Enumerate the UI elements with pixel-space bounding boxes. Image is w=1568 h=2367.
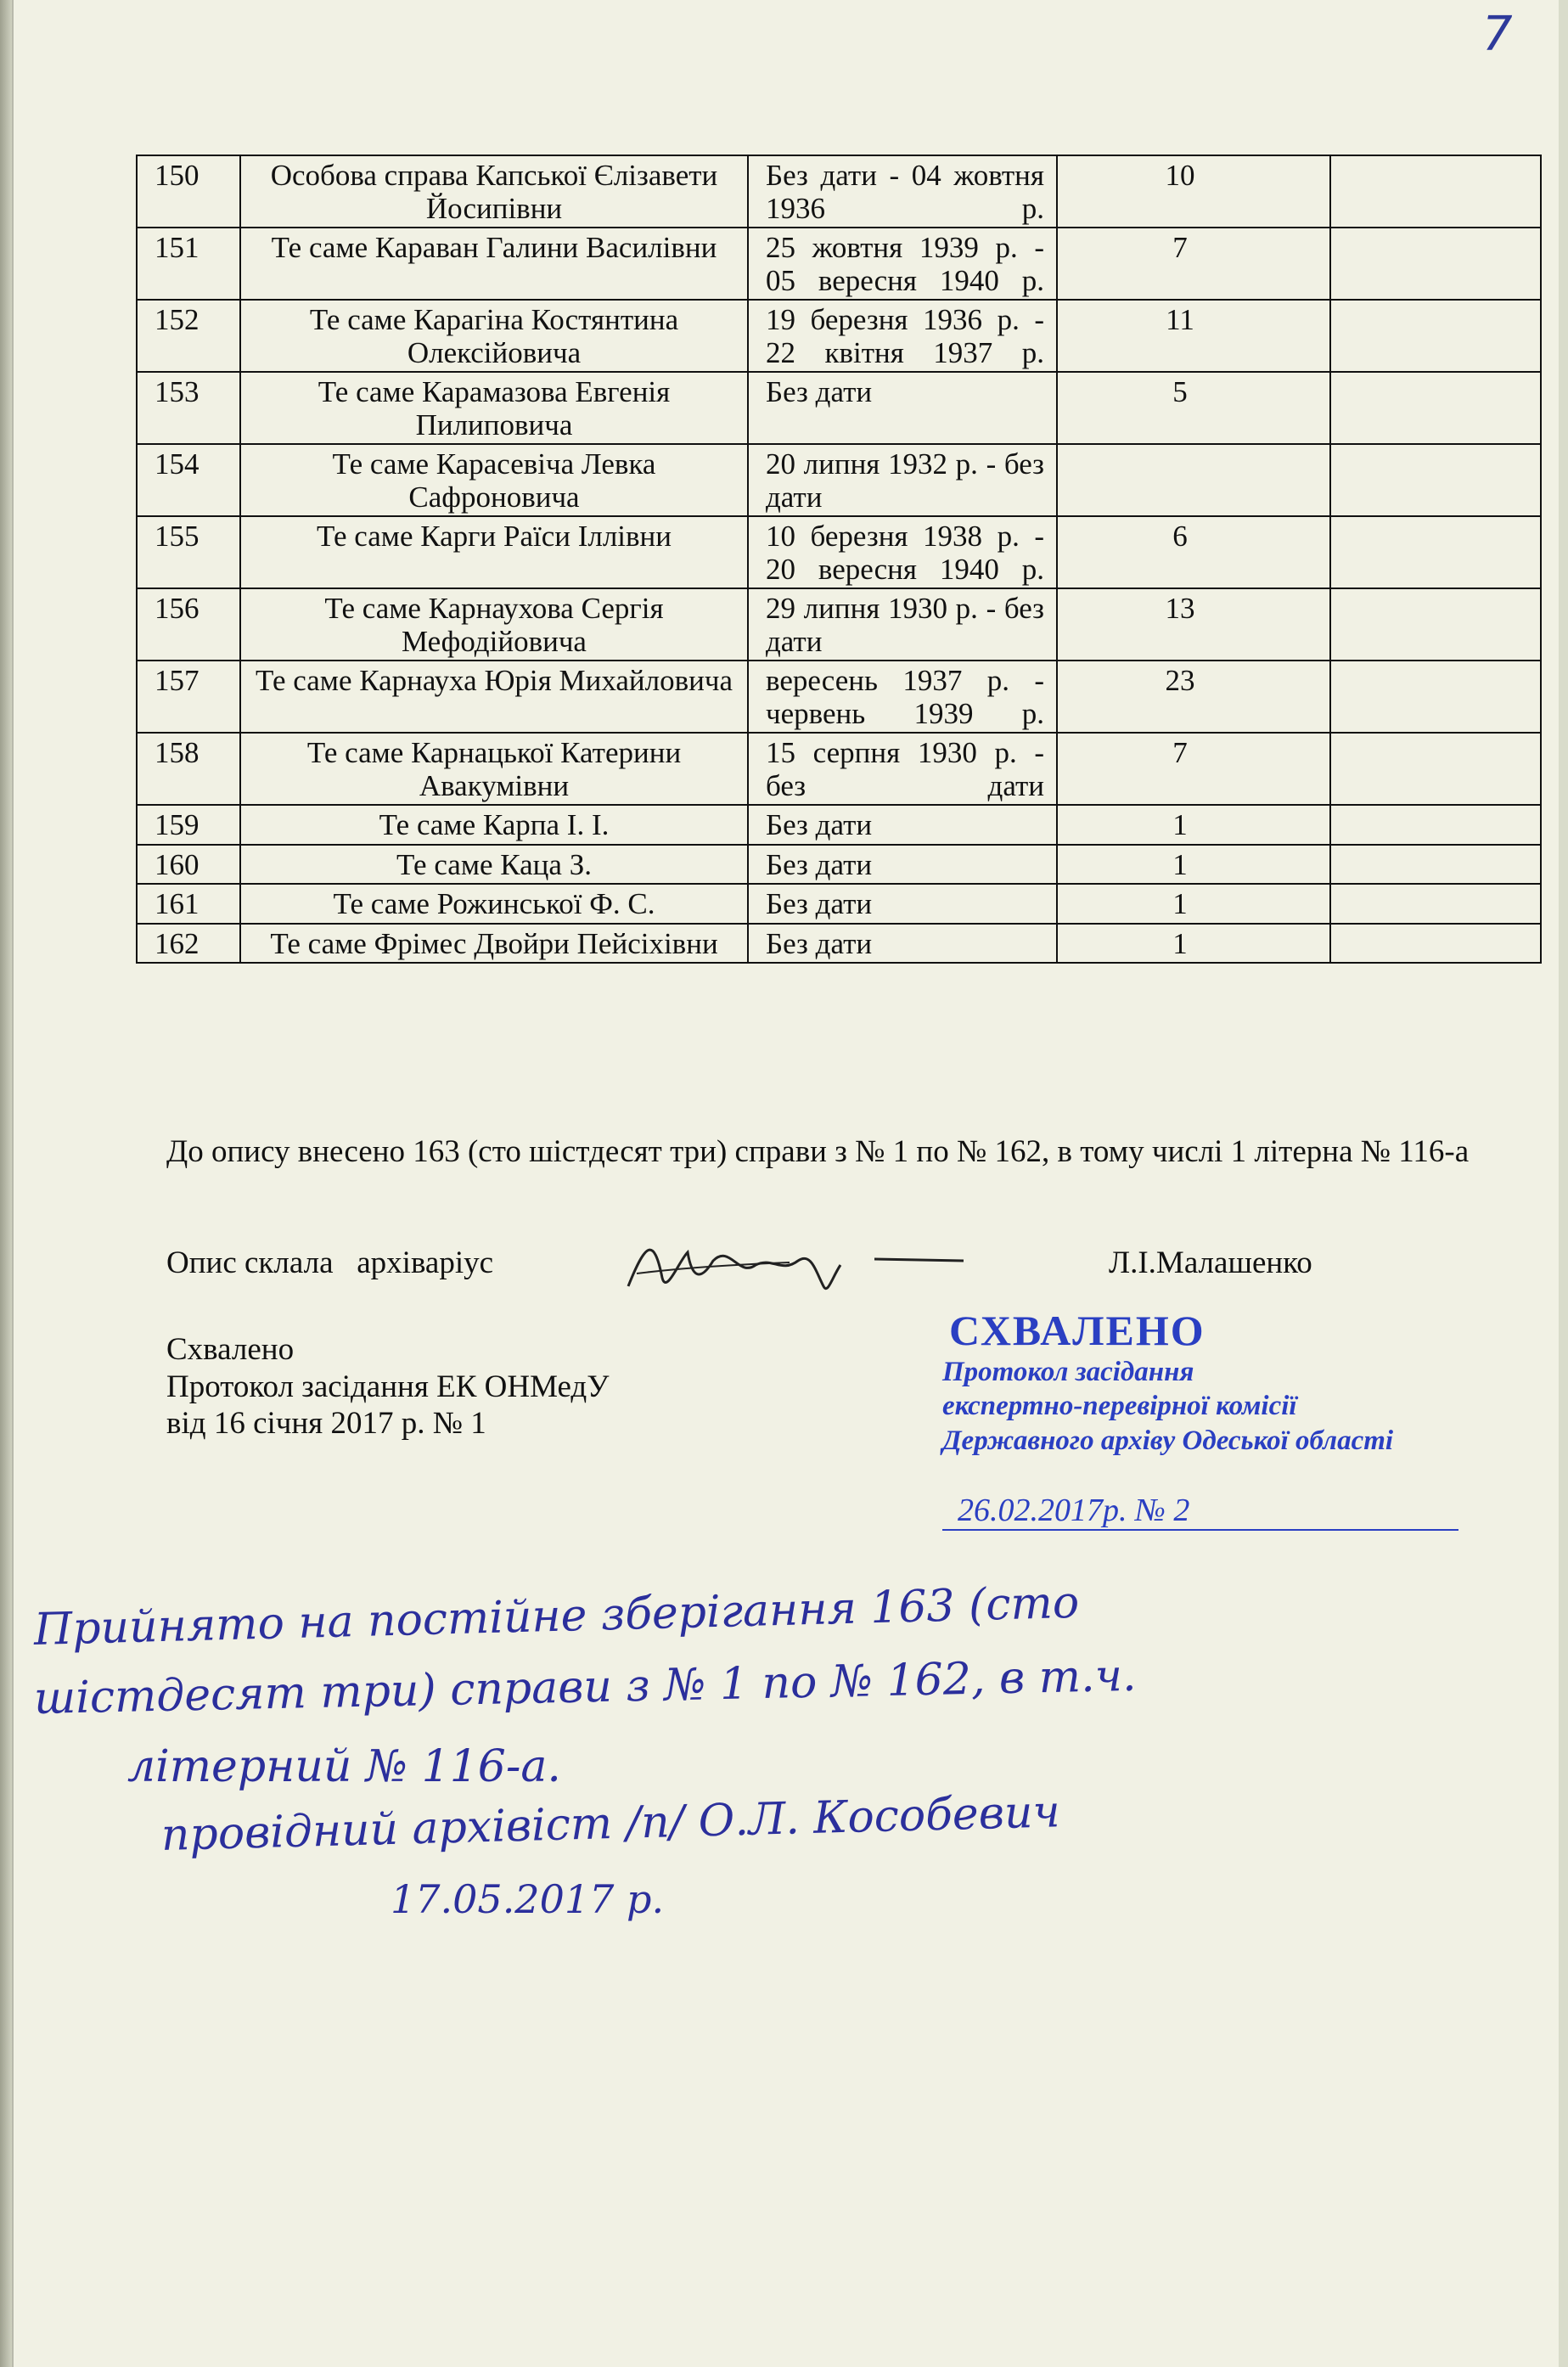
handwritten-note xyxy=(33,1577,1528,1931)
row-sheets: 6 xyxy=(1057,516,1330,588)
table-row xyxy=(137,805,1541,845)
row-sheets: 7 xyxy=(1057,733,1330,805)
approved-left-line1: Схвалено xyxy=(166,1332,295,1367)
row-title: Те саме Карамазова Евгенія Пилиповича xyxy=(240,372,748,444)
table-row xyxy=(137,372,1541,444)
row-dates: вересень 1937 р. - червень 1939 р. xyxy=(748,661,1057,733)
stamp-line3: Державного архіву Одеської області xyxy=(942,1425,1394,1456)
row-sheets: 13 xyxy=(1057,588,1330,661)
row-dates: 10 березня 1938 р. - 20 вересня 1940 р. xyxy=(748,516,1057,588)
page-number: 7 xyxy=(1482,7,1513,62)
row-title: Те саме Каца З. xyxy=(240,845,748,885)
row-note xyxy=(1330,661,1541,733)
row-dates: Без дати xyxy=(748,924,1057,964)
row-title: Те саме Фрімес Двойри Пейсіхівни xyxy=(240,924,748,964)
row-number: 162 xyxy=(137,924,240,964)
row-dates: 29 липня 1930 р. - без дати xyxy=(748,588,1057,661)
row-note xyxy=(1330,884,1541,924)
handwritten-line5: 17.05.2017 р. xyxy=(391,1876,665,1923)
row-number: 151 xyxy=(137,228,240,300)
row-dates: 19 березня 1936 р. - 22 квітня 1937 р. xyxy=(748,300,1057,372)
row-note xyxy=(1330,516,1541,588)
row-sheets: 1 xyxy=(1057,924,1330,964)
table-row xyxy=(137,845,1541,885)
row-title: Те саме Карги Раїси Іллівни xyxy=(240,516,748,588)
inventory-table-body xyxy=(137,155,1541,963)
handwritten-line1: Прийнято на постійне зберігання 163 (сто xyxy=(33,1577,1080,1656)
approval-stamp xyxy=(942,1306,1469,1531)
row-dates: 15 серпня 1930 р. - без дати xyxy=(748,733,1057,805)
row-title: Те саме Карнацької Катерини Авакумівни xyxy=(240,733,748,805)
row-note xyxy=(1330,805,1541,845)
row-title: Те саме Карпа І. І. xyxy=(240,805,748,845)
row-dates: Без дати - 04 жовтня 1936 р. xyxy=(748,155,1057,228)
row-sheets: 1 xyxy=(1057,805,1330,845)
row-number: 160 xyxy=(137,845,240,885)
table-row xyxy=(137,661,1541,733)
row-number: 157 xyxy=(137,661,240,733)
stamp-line1: Протокол засідання xyxy=(942,1357,1194,1387)
archivist-signature xyxy=(620,1227,976,1303)
compiled-by-name: Л.І.Малашенко xyxy=(1109,1245,1312,1280)
row-number: 154 xyxy=(137,444,240,516)
stamp-title: СХВАЛЕНО xyxy=(949,1307,1206,1354)
table-row xyxy=(137,924,1541,964)
row-note xyxy=(1330,300,1541,372)
row-number: 153 xyxy=(137,372,240,444)
row-title: Те саме Караван Галини Василівни xyxy=(240,228,748,300)
row-number: 161 xyxy=(137,884,240,924)
row-title: Те саме Рожинської Ф. С. xyxy=(240,884,748,924)
table-row xyxy=(137,300,1541,372)
handwritten-line3: літерний № 116-а. xyxy=(127,1741,561,1793)
row-sheets: 23 xyxy=(1057,661,1330,733)
row-dates: Без дати xyxy=(748,805,1057,845)
row-number: 156 xyxy=(137,588,240,661)
compiled-by-label: Опис склала архіваріус xyxy=(166,1245,494,1280)
row-number: 158 xyxy=(137,733,240,805)
closing-statement: До опису внесено 163 (сто шістдесят три) справи з № 1 по № 162, в тому числі 1 літерна № 116-а xyxy=(166,1134,1470,1169)
stamp-date: 26.02.2017р. № 2 xyxy=(942,1492,1458,1531)
row-note xyxy=(1330,228,1541,300)
row-title: Те саме Карнаухова Сергія Мефодійовича xyxy=(240,588,748,661)
row-note xyxy=(1330,155,1541,228)
row-dates: Без дати xyxy=(748,372,1057,444)
row-note xyxy=(1330,924,1541,964)
row-sheets: 5 xyxy=(1057,372,1330,444)
row-note xyxy=(1330,733,1541,805)
table-row xyxy=(137,733,1541,805)
table-row xyxy=(137,884,1541,924)
inventory-table xyxy=(136,155,1542,964)
row-number: 150 xyxy=(137,155,240,228)
approved-left-block xyxy=(166,1331,609,1442)
row-note xyxy=(1330,845,1541,885)
row-note xyxy=(1330,444,1541,516)
row-note xyxy=(1330,372,1541,444)
table-row xyxy=(137,516,1541,588)
table-row xyxy=(137,444,1541,516)
row-sheets xyxy=(1057,444,1330,516)
row-number: 152 xyxy=(137,300,240,372)
handwritten-line4: провідний архівіст /п/ О.Л. Кособевич xyxy=(160,1786,1061,1861)
row-dates: 25 жовтня 1939 р. - 05 вересня 1940 р. xyxy=(748,228,1057,300)
row-note xyxy=(1330,588,1541,661)
row-title: Те саме Карнауха Юрія Михайловича xyxy=(240,661,748,733)
row-title: Особова справа Капської Єлізавети Йосипівни xyxy=(240,155,748,228)
handwritten-line2: шістдесят три) справи з № 1 по № 162, в т.ч. xyxy=(33,1650,1137,1724)
row-sheets: 7 xyxy=(1057,228,1330,300)
row-dates: 20 липня 1932 р. - без дати xyxy=(748,444,1057,516)
row-sheets: 10 xyxy=(1057,155,1330,228)
row-dates: Без дати xyxy=(748,845,1057,885)
row-dates: Без дати xyxy=(748,884,1057,924)
page-gutter xyxy=(0,0,12,2367)
approved-left-line3: від 16 січня 2017 р. № 1 xyxy=(166,1406,486,1442)
row-number: 155 xyxy=(137,516,240,588)
row-title: Те саме Карагіна Костянтина Олексійовича xyxy=(240,300,748,372)
table-row xyxy=(137,228,1541,300)
row-number: 159 xyxy=(137,805,240,845)
row-sheets: 1 xyxy=(1057,884,1330,924)
row-sheets: 11 xyxy=(1057,300,1330,372)
table-row xyxy=(137,588,1541,661)
row-title: Те саме Карасевіча Левка Сафроновича xyxy=(240,444,748,516)
row-sheets: 1 xyxy=(1057,845,1330,885)
approved-left-line2: Протокол засідання ЕК ОНМедУ xyxy=(166,1369,610,1404)
stamp-line2: експертно-перевірної комісії xyxy=(942,1391,1297,1422)
table-row xyxy=(137,155,1541,228)
